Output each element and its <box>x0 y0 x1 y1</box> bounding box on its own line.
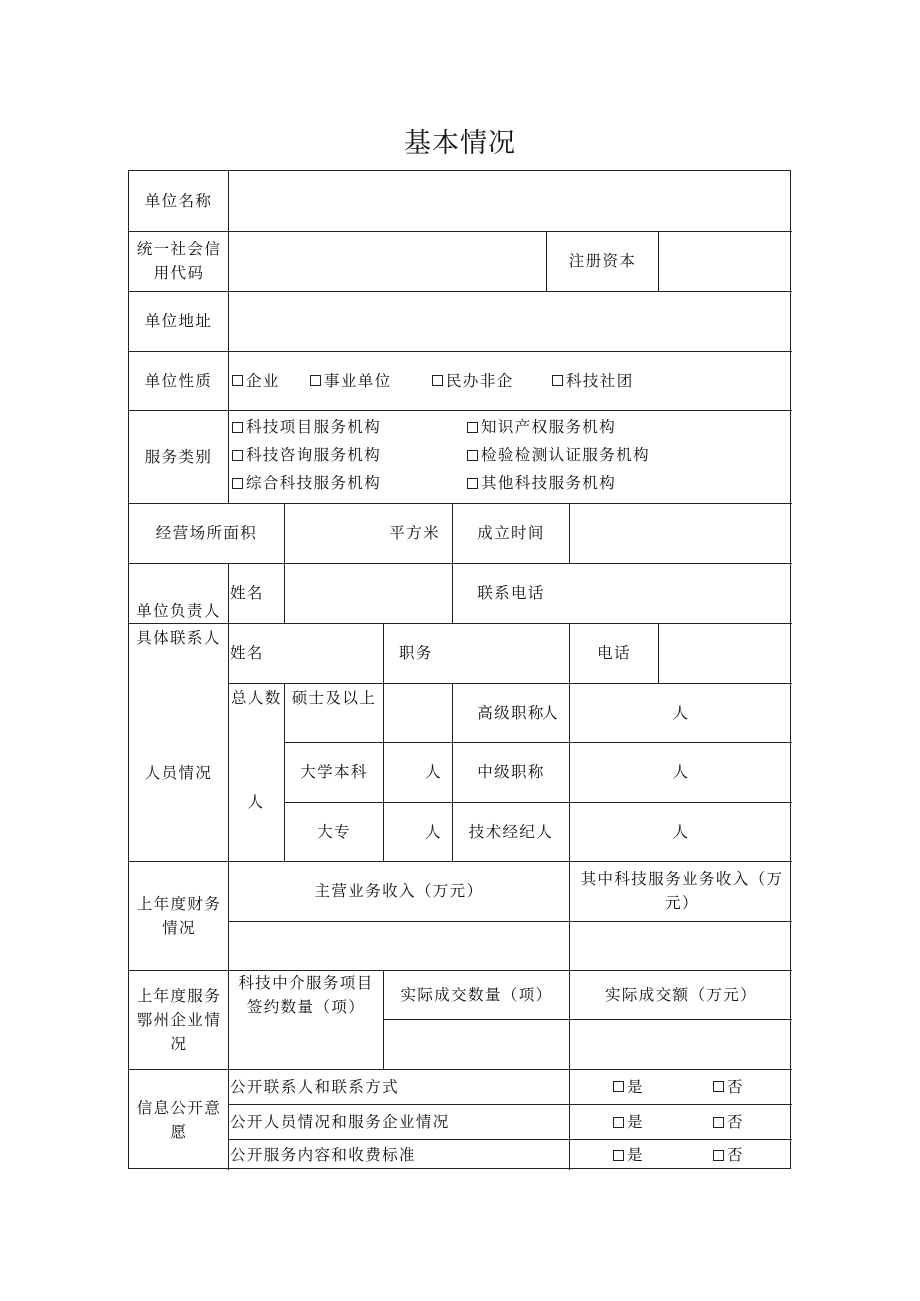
disclosure-fees-no[interactable]: 否 <box>713 1140 773 1170</box>
checkbox[interactable] <box>613 1150 624 1161</box>
nature-option-tech-society[interactable]: 科技社团 <box>552 369 634 393</box>
contact-duty-label: 职务 <box>399 644 433 662</box>
finance-label: 上年度财务情况 <box>136 894 222 937</box>
nature-options <box>232 351 792 410</box>
checkbox[interactable] <box>310 375 321 386</box>
checkbox[interactable] <box>232 375 243 386</box>
checkbox[interactable] <box>613 1081 624 1092</box>
credit-code-field[interactable] <box>229 231 546 291</box>
established-field[interactable] <box>570 503 792 563</box>
service-option-other[interactable]: 其他科技服务机构 <box>467 469 697 497</box>
registered-capital-label: 注册资本 <box>568 252 637 270</box>
staff-title-broker: 技术经纪人 <box>468 823 554 841</box>
disclosure-staff-no[interactable]: 否 <box>713 1105 773 1139</box>
service-category-label: 服务类别 <box>144 447 213 466</box>
leader-name-label: 姓名 <box>230 584 264 602</box>
service-amount-header: 实际成交额（万元） <box>604 985 758 1004</box>
nature-label: 单位性质 <box>144 371 213 390</box>
registered-capital-field[interactable] <box>659 231 792 291</box>
staff-edu-master: 硕士及以上 <box>291 689 377 707</box>
checkbox[interactable] <box>467 422 478 433</box>
staff-title-middle: 中级职称 <box>477 763 545 781</box>
service-amount-field[interactable] <box>570 1020 792 1069</box>
service-signed-field[interactable] <box>229 1020 383 1069</box>
contact-label: 具体联系人 <box>136 629 221 647</box>
staff-title-broker-unit: 人 <box>672 823 690 841</box>
address-field[interactable] <box>229 291 792 351</box>
unit-name-label: 单位名称 <box>144 192 213 210</box>
staff-total-unit: 人 <box>247 793 265 811</box>
contact-duty-field[interactable] <box>453 623 569 683</box>
page-title: 基本情况 <box>404 128 516 159</box>
disclosure-row-contact: 公开联系人和联系方式 <box>230 1077 400 1096</box>
service-signed-header: 科技中介服务项目签约数量（项） <box>238 973 374 1016</box>
staff-title-middle-unit: 人 <box>672 763 690 781</box>
staff-total-label: 总人数 <box>231 689 282 707</box>
checkbox[interactable] <box>467 478 478 489</box>
contact-phone-label: 电话 <box>597 644 631 662</box>
finance-tech-income-field[interactable] <box>570 921 792 970</box>
staff-edu-college-unit: 人 <box>425 823 442 841</box>
contact-name-label: 姓名 <box>230 644 264 662</box>
staff-edu-college: 大专 <box>317 823 351 841</box>
service-deals-field[interactable] <box>384 1020 569 1069</box>
nature-option-institution[interactable]: 事业单位 <box>310 369 392 393</box>
service-option-project[interactable]: 科技项目服务机构 <box>232 413 462 441</box>
basic-info-form <box>128 170 791 1169</box>
staff-title-senior-unit: 人 <box>672 703 690 722</box>
disclosure-contact-no[interactable]: 否 <box>713 1069 773 1104</box>
nature-option-enterprise[interactable]: 企业 <box>232 369 280 393</box>
service-ezhou-label: 上年度服务鄂州企业情况 <box>136 986 222 1053</box>
address-label: 单位地址 <box>144 312 213 330</box>
area-label: 经营场所面积 <box>155 524 258 542</box>
staff-edu-bachelor-unit: 人 <box>425 763 442 781</box>
staff-title-senior: 高级职称 <box>477 703 545 722</box>
checkbox[interactable] <box>613 1117 624 1128</box>
checkbox[interactable] <box>467 450 478 461</box>
established-label: 成立时间 <box>477 524 545 542</box>
disclosure-label: 信息公开意愿 <box>136 1098 222 1141</box>
leader-label: 单位负责人 <box>136 602 221 620</box>
staff-edu-master-unit: 人 <box>542 703 559 722</box>
disclosure-staff-yes[interactable]: 是 <box>613 1105 673 1139</box>
checkbox[interactable] <box>232 478 243 489</box>
finance-tech-income-header: 其中科技服务业务收入（万元） <box>580 870 784 912</box>
contact-phone-field[interactable] <box>659 623 792 683</box>
staff-label: 人员情况 <box>144 763 213 782</box>
disclosure-contact-yes[interactable]: 是 <box>613 1069 673 1104</box>
disclosure-row-staff: 公开人员情况和服务企业情况 <box>230 1113 450 1131</box>
service-option-comprehensive[interactable]: 综合科技服务机构 <box>232 469 462 497</box>
area-unit: 平方米 <box>389 524 440 542</box>
checkbox[interactable] <box>552 375 563 386</box>
service-deals-header: 实际成交数量（项） <box>400 985 553 1004</box>
checkbox[interactable] <box>713 1081 724 1092</box>
disclosure-fees-yes[interactable]: 是 <box>613 1140 673 1170</box>
service-option-ip[interactable]: 知识产权服务机构 <box>467 413 697 441</box>
leader-phone-label: 联系电话 <box>477 584 545 602</box>
service-option-consulting[interactable]: 科技咨询服务机构 <box>232 441 462 469</box>
checkbox[interactable] <box>232 422 243 433</box>
checkbox[interactable] <box>432 375 443 386</box>
leader-phone-field[interactable] <box>570 563 792 623</box>
unit-name-field[interactable] <box>229 171 792 231</box>
finance-main-income-header: 主营业务收入（万元） <box>314 882 484 900</box>
finance-main-income-field[interactable] <box>229 921 569 970</box>
leader-name-field[interactable] <box>285 563 452 623</box>
checkbox[interactable] <box>713 1117 724 1128</box>
credit-code-label: 统一社会信用代码 <box>136 240 222 282</box>
disclosure-row-fees: 公开服务内容和收费标准 <box>230 1146 416 1164</box>
checkbox[interactable] <box>713 1150 724 1161</box>
staff-edu-bachelor: 大学本科 <box>300 763 368 781</box>
service-option-testing[interactable]: 检验检测认证服务机构 <box>467 441 717 469</box>
contact-name-field[interactable] <box>285 623 383 683</box>
nature-option-private-nonprofit[interactable]: 民办非企 <box>432 369 514 393</box>
checkbox[interactable] <box>232 450 243 461</box>
